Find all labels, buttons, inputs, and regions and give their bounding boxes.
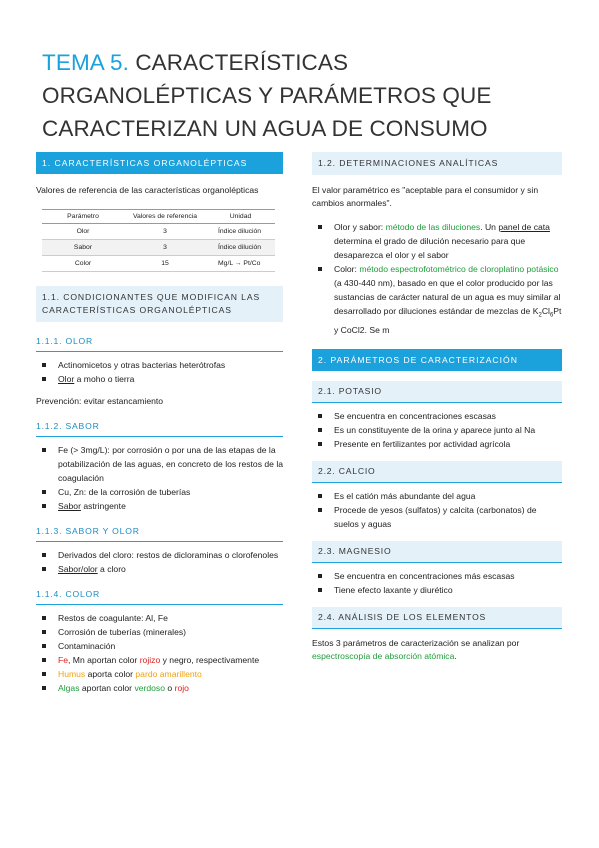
list-item xyxy=(312,262,562,337)
right-column xyxy=(312,152,562,663)
list-item: Cu, Zn: de la corrosión de tuberías xyxy=(36,485,283,499)
item-text: Cl xyxy=(541,306,550,316)
orange-text: Humus xyxy=(58,669,86,679)
item-text: astringente xyxy=(80,501,126,511)
section-magnesio-heading: 2.3. MAGNESIO xyxy=(312,541,562,563)
determinations-list xyxy=(312,220,562,337)
red-text: Fe xyxy=(58,655,69,665)
analytic-intro: El valor paramétrico es "aceptable para el consumidor y sin cambios anormales". xyxy=(312,185,539,208)
magnesio-list xyxy=(312,569,562,597)
page-title xyxy=(42,46,562,145)
table-row xyxy=(42,240,275,256)
item-text: . xyxy=(454,650,457,661)
list-item: Contaminación xyxy=(36,639,283,653)
title-lead: TEMA 5. xyxy=(42,50,129,75)
table-cell: Mg/L → Pt/Co xyxy=(206,256,275,272)
red-text: rojizo xyxy=(139,655,161,665)
potasio-list xyxy=(312,409,562,451)
item-text: a cloro xyxy=(97,564,126,574)
item-text: o xyxy=(165,683,175,693)
prevention-text: Prevención: evitar estancamiento xyxy=(36,396,164,406)
list-item xyxy=(36,653,283,667)
table-cell: Olor xyxy=(42,224,124,240)
item-text: Pt y CoCl2. Se m xyxy=(334,306,562,335)
section-olor-heading: 1.1.1. OLOR xyxy=(36,332,283,352)
underlined-text: Sabor/olor xyxy=(58,564,98,574)
item-text: aportan color xyxy=(79,683,135,693)
orange-text: pardo amarillento xyxy=(135,669,202,679)
list-item: Presente en fertilizantes por actividad agrícola xyxy=(312,437,562,451)
subscript: 6 xyxy=(549,312,554,319)
left-column xyxy=(36,152,283,695)
sabor-olor-list xyxy=(36,548,283,576)
item-text: , Mn aportan color xyxy=(68,655,140,665)
list-item xyxy=(36,667,283,681)
list-item xyxy=(36,372,283,386)
list-item: Derivados del cloro: restos de dicloraminas o clorofenoles xyxy=(36,548,283,562)
section-sabor-heading: 1.1.2. SABOR xyxy=(36,417,283,437)
table-header: Unidad xyxy=(206,210,275,224)
table-cell: Color xyxy=(42,256,124,272)
item-text: Estos 3 parámetros de caracterización se analizan por xyxy=(312,637,520,648)
item-text: Color: xyxy=(334,264,360,274)
table-header: Parámetro xyxy=(42,210,124,224)
table-cell: Sabor xyxy=(42,240,124,256)
sabor-list xyxy=(36,443,283,513)
list-item: Es un constituyente de la orina y aparece junto al Na xyxy=(312,423,562,437)
title-rest: CARACTERÍSTICAS ORGANOLÉPTICAS Y PARÁMETROS QUE CARACTERIZAN UN AGUA DE CONSUMO xyxy=(42,50,492,141)
table-intro: Valores de referencia de las características organolépticas xyxy=(36,185,259,195)
underlined-text: Olor xyxy=(58,374,75,384)
table-cell: 3 xyxy=(124,224,206,240)
table-header: Valores de referencia xyxy=(124,210,206,224)
item-text: Olor y sabor: xyxy=(334,222,386,232)
section-2-heading: 2. PARÁMETROS DE CARACTERIZACIÓN xyxy=(312,349,562,371)
item-text: y negro, respectivamente xyxy=(160,655,260,665)
underlined-text: Sabor xyxy=(58,501,81,511)
table-cell: Índice dilución xyxy=(206,224,275,240)
item-text: (a 430-440 nm), basado en que el color producido por las sustancias de carácter natural de un agua es muy similar al desarrollado por diluciones estándar de mezclas de K xyxy=(334,278,561,316)
analysis-text xyxy=(312,637,562,663)
table-cell: 3 xyxy=(124,240,206,256)
list-item: Restos de coagulante: Al, Fe xyxy=(36,611,283,625)
list-item: Se encuentra en concentraciones escasas xyxy=(312,409,562,423)
list-item: Actinomicetos y otras bacterias heterótrofas xyxy=(36,358,283,372)
section-1-heading: 1. CARACTERÍSTICAS ORGANOLÉPTICAS xyxy=(36,152,283,174)
list-item: Corrosión de tuberías (minerales) xyxy=(36,625,283,639)
olor-list xyxy=(36,358,283,386)
table-row xyxy=(42,224,275,240)
item-text: aporta color xyxy=(85,669,136,679)
calcio-list xyxy=(312,489,562,531)
item-text: a moho o tierra xyxy=(74,374,135,384)
underlined-text: panel de cata xyxy=(498,222,550,232)
section-potasio-heading: 2.1. POTASIO xyxy=(312,381,562,403)
list-item xyxy=(312,220,562,262)
item-text: . Un xyxy=(480,222,499,232)
green-text: método espectrofotométrico de cloroplatino potásico xyxy=(359,264,559,274)
list-item xyxy=(36,562,283,576)
green-text: espectroscopía de absorción atómica xyxy=(312,650,455,661)
list-item: Se encuentra en concentraciones más escasas xyxy=(312,569,562,583)
table-cell: Índice dilución xyxy=(206,240,275,256)
list-item: Es el catión más abundante del agua xyxy=(312,489,562,503)
reference-values-table xyxy=(42,209,275,272)
section-1-1-heading: 1.1. CONDICIONANTES QUE MODIFICAN LAS CARACTERÍSTICAS ORGANOLÉPTICAS xyxy=(36,286,283,322)
list-item: Tiene efecto laxante y diurético xyxy=(312,583,562,597)
list-item: Procede de yesos (sulfatos) y calcita (carbonatos) de suelos y aguas xyxy=(312,503,562,531)
list-item xyxy=(36,681,283,695)
item-text: determina el grado de dilución necesario para que desaparezca el olor y el sabor xyxy=(334,236,526,260)
section-sabor-olor-heading: 1.1.3. SABOR Y OLOR xyxy=(36,522,283,542)
section-calcio-heading: 2.2. CALCIO xyxy=(312,461,562,483)
list-item xyxy=(36,499,283,513)
subscript: 2 xyxy=(538,312,542,319)
color-list xyxy=(36,611,283,695)
section-color-heading: 1.1.4. COLOR xyxy=(36,585,283,605)
section-analisis-heading: 2.4. ANÁLISIS DE LOS ELEMENTOS xyxy=(312,607,562,629)
green-text: Algas xyxy=(58,683,80,693)
green-text: verdoso xyxy=(134,683,166,693)
table-cell: 15 xyxy=(124,256,206,272)
red-text: rojo xyxy=(174,683,189,693)
section-1-2-heading: 1.2. DETERMINACIONES ANALÍTICAS xyxy=(312,152,562,175)
table-header-row xyxy=(42,210,275,224)
green-text: método de las diluciones xyxy=(385,222,481,232)
table-row xyxy=(42,256,275,272)
list-item: Fe (> 3mg/L): por corrosión o por una de las etapas de la potabilización de las aguas, en concreto de los restos de la coagulación xyxy=(36,443,283,485)
